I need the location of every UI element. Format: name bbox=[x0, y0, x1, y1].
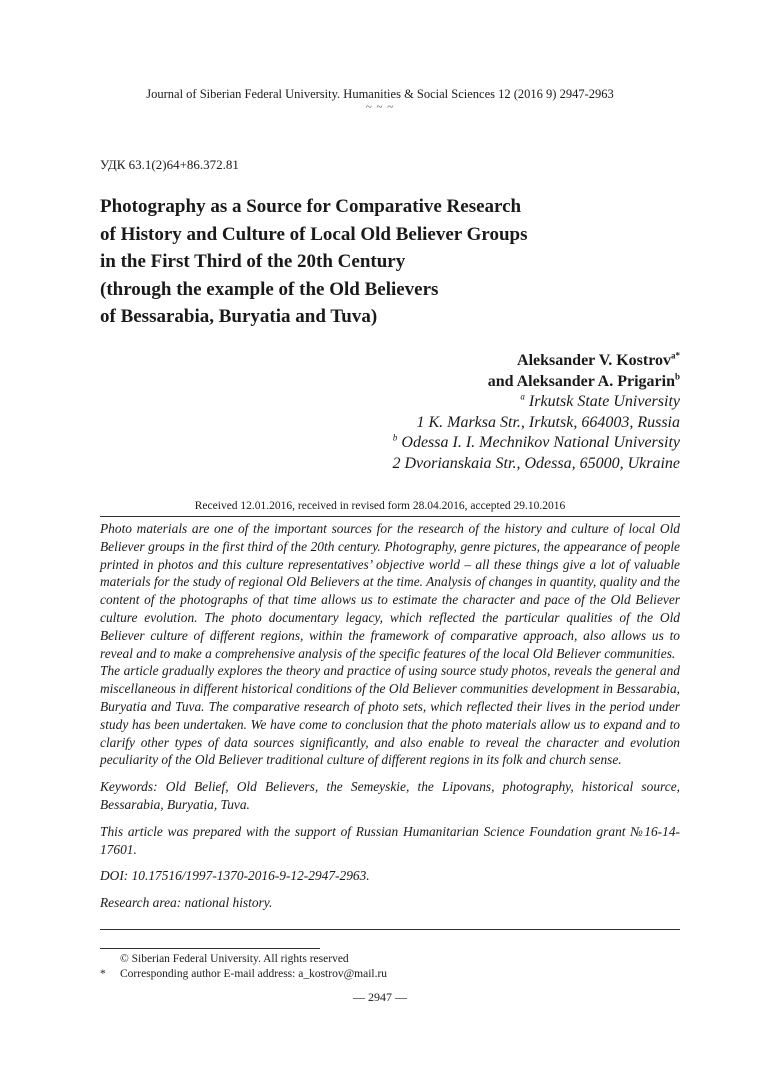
author-1-name: Aleksander V. Kostrov bbox=[517, 352, 671, 369]
udk-code: УДК 63.1(2)64+86.372.81 bbox=[100, 157, 239, 172]
grant-note: This article was prepared with the support of Russian Humanitarian Science Foundation grant №16-14-17601. bbox=[100, 823, 680, 857]
copyright-text: © Siberian Federal University. All rights reserved bbox=[120, 953, 349, 965]
copyright-note bbox=[100, 952, 387, 967]
header-separator: ~ ~ ~ bbox=[365, 101, 395, 113]
abstract-top-rule bbox=[100, 516, 680, 517]
page-number: — 2947 — bbox=[353, 990, 407, 1004]
received-dates: Received 12.01.2016, received in revised form 28.04.2016, accepted 29.10.2016 bbox=[194, 500, 566, 512]
author-2-name: and Aleksander A. Prigarin bbox=[487, 372, 675, 390]
affiliation-a-name: Irkutsk State University bbox=[528, 393, 680, 410]
corresponding-mark: * bbox=[100, 968, 106, 980]
corresponding-note bbox=[100, 967, 387, 982]
footnote-rule bbox=[100, 948, 320, 949]
title-line: (through the example of the Old Believers bbox=[100, 278, 439, 300]
author-1 bbox=[392, 351, 680, 372]
affiliation-b-address: 2 Dvorianskaia Str., Odessa, 65000, Ukraine bbox=[392, 454, 680, 472]
journal-header: Journal of Siberian Federal University. Humanities & Social Sciences 12 (2016 9) 2947-2963 bbox=[146, 87, 614, 101]
author-2 bbox=[392, 372, 680, 393]
affiliation-a bbox=[392, 392, 680, 413]
affiliation-b bbox=[392, 433, 680, 454]
title-line: Photography as a Source for Comparative Research bbox=[100, 196, 522, 217]
abstract bbox=[100, 520, 680, 912]
title-line: in the First Third of the 20th Century bbox=[100, 251, 406, 272]
corresponding-text: Corresponding author E-mail address: a_kostrov@mail.ru bbox=[120, 968, 388, 980]
author-1-sup: a* bbox=[671, 350, 680, 361]
abstract-paragraph-1: Photo materials are one of the important sources for the research of the history and culture of local Old Believer groups in the first third of the 20th century. Photography, genre pictures, the appearance of people printed in photos and this culture representatives’ objective world – all these things give a lot of valuable materials for the study of regional Old Believers at the time. Analysis of changes in quantity, quality and the content of the photographs of that time allows us to estimate the character and pace of the Old Believer culture evolution. The photo documentary legacy, which reflected the particular qualities of the Old Believer culture of different regions, within the framework of comparative approach, also allows us to reveal and to make a comprehensive analysis of the specific features of the local Old Believer communities. bbox=[100, 521, 680, 661]
keywords: Keywords: Old Belief, Old Believers, the Semeyskie, the Lipovans, photography, historical source, Bessarabia, Buryatia, Tuva. bbox=[100, 779, 680, 812]
article-title bbox=[100, 193, 660, 331]
research-area: Research area: national history. bbox=[100, 895, 273, 911]
affiliation-b-name: Odessa I. I. Mechnikov National University bbox=[401, 434, 680, 451]
affiliation-a-address: 1 K. Marksa Str., Irkutsk, 664003, Russia bbox=[416, 413, 680, 431]
affiliation-b-mark: b bbox=[392, 432, 398, 443]
affiliation-a-mark: a bbox=[520, 391, 525, 402]
footnotes bbox=[100, 952, 387, 982]
title-line: of Bessarabia, Buryatia and Tuva) bbox=[100, 306, 378, 327]
title-line: of History and Culture of Local Old Believer Groups bbox=[100, 223, 528, 245]
authors-block bbox=[392, 351, 680, 474]
abstract-paragraph-2: The article gradually explores the theory and practice of using source study photos, reveals the general and miscellaneous in different historical conditions of the Old Believer communities development in Bessarabia, Buryatia and Tuva. The comparative research of photo sets, which reflected their lives in the period under study has been undertaken. We have come to conclusion that the photo materials allow us to expand and to clarify other types of data sources significantly, and also enable to reveal the character and evolution peculiarity of the Old Believer traditional culture of different regions in its folk and church sense. bbox=[100, 663, 680, 768]
abstract-bottom-rule bbox=[100, 929, 680, 930]
doi: DOI: 10.17516/1997-1370-2016-9-12-2947-2963. bbox=[100, 868, 370, 884]
author-2-sup: b bbox=[674, 371, 680, 382]
